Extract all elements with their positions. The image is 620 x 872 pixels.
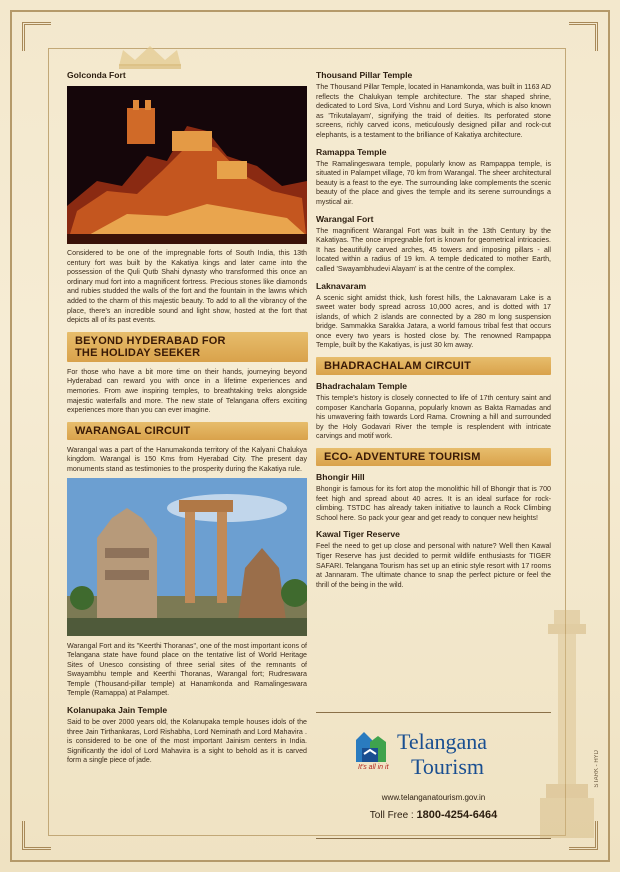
toll-free-line xyxy=(316,809,551,821)
kawal-title: Kawal Tiger Reserve xyxy=(316,529,400,540)
kolanupaka-text: Said to be over 2000 years old, the Kolanupaka temple houses idols of the three Jain Tirthankaras, Lord Rishabha, Lord Neminath and Lord Mahavira . is considered to be one of the most important Jainism centers in India. Significantly the idol of Lord Mahavira is a sight to behold as it is carved form a single piece of jade. xyxy=(67,718,307,765)
divider xyxy=(316,838,551,839)
bhongir-title: Bhongir Hill xyxy=(316,472,365,483)
laknavaram-text: A scenic sight amidst thick, lush forest hills, the Laknavaram Lake is a sweet water body spread across 10,000 acres, and is dotted with 17 islands, of which 2 islands are connected by a 280 m long suspension bridge. Sammakka Sarakka Jatara, a world famous tribal fest that occurs once every two years is hosted close by. The renowned Rampappa Temple, built by the Kakatiyas, is just 30 km away. xyxy=(316,293,551,350)
telangana-tourism-logo-block xyxy=(316,712,551,842)
right-column xyxy=(316,70,551,596)
banner-line: BEYOND HYDERABAD FOR xyxy=(75,334,226,347)
toll-free-label: Toll Free : xyxy=(369,810,417,821)
divider xyxy=(316,712,551,713)
laknavaram-title: Laknavaram xyxy=(316,280,367,291)
credit-text: STARK - HYD xyxy=(594,750,600,788)
bhongir-text: Bhongir is famous for its fort atop the monolithic hill of Bhongir that is 700 feet high and spread about 40 acres. It is an ideal surface for rock-climbing. TSTDC has already taken initiative to launch a Rock Climbing School here. So pack your gear and get ready to conquer new heights! xyxy=(316,485,551,522)
temples-collage-photo xyxy=(67,478,307,636)
telangana-logo-icon xyxy=(352,728,394,764)
logo-name-line1: Telangana xyxy=(397,729,488,754)
logo-name-line2: Tourism xyxy=(411,754,485,779)
kawal-text: Feel the need to get up close and personal with nature? Well then Kawal Tiger Reserve has just decided to permit wildlife enthusiasts for TIGER SAFARI. Telangana Tourism has set up an etinic style resort with 17 rooms at Jannaram. The ultimate chance to snap the perfect picture or feel the thrill of the being in the wild. xyxy=(316,542,551,589)
thousand-pillar-text: The Thousand Pillar Temple, located in Hanamkonda, was built in 1163 AD reflects the Chalukyan temple architecture. The star shaped shrine, dedicated to Lord Siva, Lord Vishnu and Lord Surya, which is also known as 'Trikutalayam', signifying the traid of deities. Its perforated stone screens, richly carved icons, meticulously designed pillar and rock-cut elephants, is a testament to the brilliance of Kakatiya architecture. xyxy=(316,83,551,139)
ramappa-text: The Ramalingeswara temple, popularly know as Rampappa temple, is situated in Palampet village, 70 km from Warangal. The sheer architectural beauty is a feast to the eye. The surrounding lake complements the scenic beauty of the place and gives the temple and its serene surroundings a mystical air. xyxy=(316,159,551,206)
ramappa-title: Ramappa Temple xyxy=(316,146,387,157)
kolanupaka-title: Kolanupaka Jain Temple xyxy=(67,705,168,716)
warangal-fort-text: The magnificent Warangal Fort was built in the 13th Century by the Kakatiyas. The once impregnable fort is known for geometrical intricacies. It has beautifully carved arches, 45 towers and imposing pillars - all located within a radius of 19 km. A temple dedicated to mother Earth, called 'Swayambhudevi Alayam' is at the centre of the complex. xyxy=(316,226,551,273)
left-column xyxy=(67,70,307,772)
crown-watermark-icon xyxy=(115,42,185,70)
corner-ornament xyxy=(22,22,51,51)
warangal-circuit-text: Warangal was a part of the Hanumakonda territory of the Kalyani Chalukya kingdom. Warangal is 150 Kms from Hyerabad City. The present day monuments stand as testimonies to the prosperity during the Kakatiya rule. xyxy=(67,445,307,473)
corner-ornament xyxy=(22,821,51,850)
beyond-text: For those who have a bit more time on their hands, journeying beyond Hyderabad can reward you with once in a lifetime experiences and memories. From awe inspiring temples, to breathtaking treks alongside majestic waterfalls and more. The new state of Telangana offers exciting experiences more than you can ever imagine. xyxy=(67,367,307,415)
banner-line: THE HOLIDAY SEEKER xyxy=(75,346,201,359)
beyond-hyderabad-banner xyxy=(67,332,308,362)
logo-tagline: It's all in it xyxy=(358,764,389,771)
warangal-circuit-banner: WARANGAL CIRCUIT xyxy=(67,422,308,440)
bhadrachalam-temple-title: Bhadrachalam Temple xyxy=(316,381,408,392)
golconda-fort-photo xyxy=(67,86,307,244)
warangal-unesco-text: Warangal Fort and its "Keerthi Thoranas", one of the most important icons of Telangana state have found place on the tentative list of World Heritage Sites of Unesco consisting of three serial sites of the remnants of Swayambhu temple and Keerthi Thoranas, Warangal fort; Rudreswara Temple (Thousand-pillar temple) at Hanamkonda and Ramalingeswara Temple (Ramappa) at Palampet. xyxy=(67,641,307,698)
bhadrachalam-circuit-banner: BHADRACHALAM CIRCUIT xyxy=(316,357,551,375)
bhadrachalam-temple-text: This temple's history is closely connected to life of 17th century saint and composer Kancharla Gopanna, popularly known as Bakta Ramadas and his unwavering faith towards Lord Rama. Crowning a hill and surrounded by the Holy Godavari River the temple is resplendent with intricate carvings and motif work. xyxy=(316,394,551,441)
warangal-fort-title: Warangal Fort xyxy=(316,213,374,224)
golconda-text: Considered to be one of the impregnable forts of South India, this 13th century fort was built by the Kakatiya kings and later came into the possession of the Quli Qutb Shahi dynasty who transformed this once an ordinary mud fort into a magnificent fortress. Precious stones like diamonds and rubies studded the walls of the fort and the fountain in the lawns which added to the charm of this majestic beauty. To add to all the vibrancy of the place, there's an incredible sound and light show, hosted at the fort that depicts all of its past events. xyxy=(67,249,307,325)
corner-ornament xyxy=(569,22,598,51)
thousand-pillar-title: Thousand Pillar Temple xyxy=(316,70,413,80)
golconda-title: Golconda Fort xyxy=(67,70,126,80)
toll-free-number[interactable]: 1800-4254-6464 xyxy=(416,809,498,821)
eco-adventure-banner: ECO- ADVENTURE TOURISM xyxy=(316,448,551,466)
website-url[interactable]: www.telanganatourism.gov.in xyxy=(381,793,486,802)
